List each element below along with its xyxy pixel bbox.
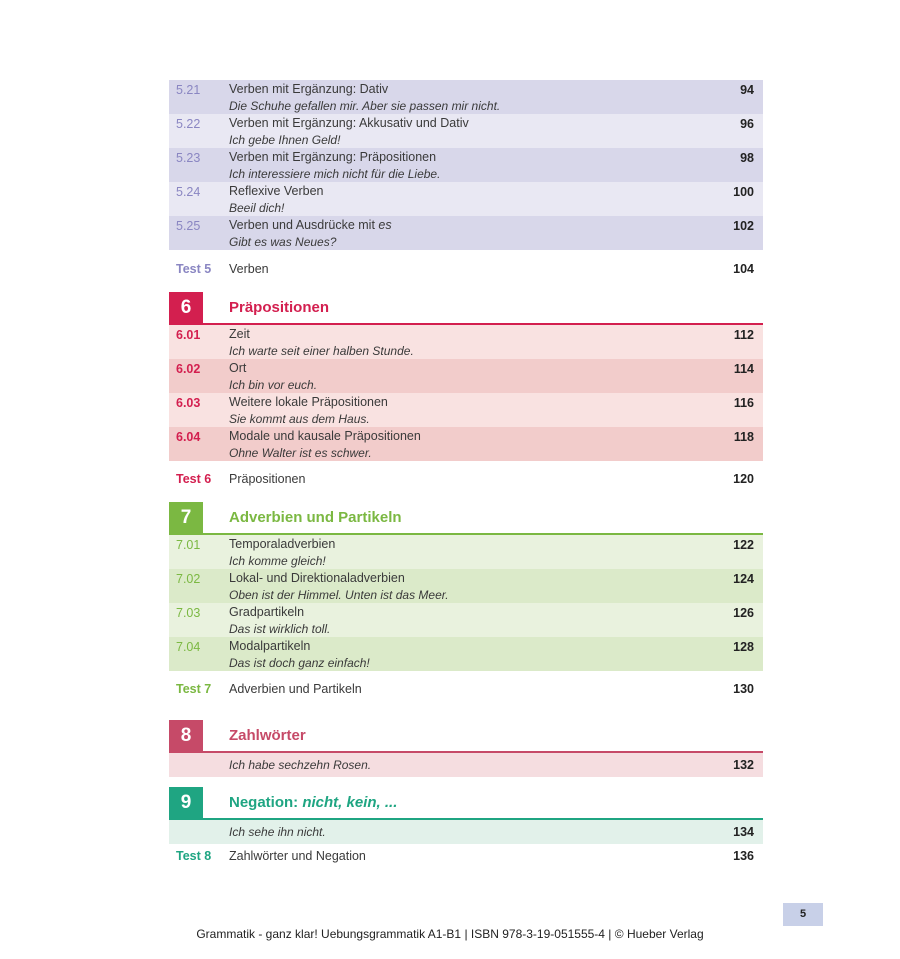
chapter-6-header[interactable]: [169, 292, 763, 325]
entry-page: 102: [733, 219, 754, 233]
chapter-number-badge: 6: [169, 292, 203, 323]
toc-entry-6-04[interactable]: [169, 427, 763, 461]
chapter-title: [229, 794, 397, 811]
entry-title: Gradpartikeln: [229, 605, 305, 619]
entry-title: Verben mit Ergänzung: Präpositionen: [229, 150, 437, 164]
entry-number: 5.21: [176, 83, 201, 97]
toc-test-7[interactable]: [169, 679, 763, 699]
entry-page: 114: [733, 362, 754, 376]
entry-title: Modale und kausale Präpositionen: [229, 429, 421, 443]
toc-test-6[interactable]: [169, 469, 763, 489]
entry-number: 5.22: [176, 117, 201, 131]
footer-citation: Grammatik - ganz klar! Uebungsgrammatik A1-B1 | ISBN 978-3-19-051555-4 | © Hueber Verlag: [196, 927, 704, 941]
entry-title: Verben mit Ergänzung: Akkusativ und Dativ: [229, 116, 469, 130]
entry-number: 6.04: [176, 430, 201, 444]
entry-number: 7.01: [176, 538, 201, 552]
entry-title: Verben mit Ergänzung: Dativ: [229, 82, 389, 96]
entry-example: Ich komme gleich!: [229, 554, 326, 568]
entry-page: 128: [733, 640, 754, 654]
toc-entry-5-22[interactable]: [169, 114, 763, 148]
toc-entry-7-03[interactable]: [169, 603, 763, 637]
test-number: Test 5: [176, 262, 212, 276]
toc-entry-8[interactable]: [169, 753, 763, 777]
entry-page: 126: [733, 606, 754, 620]
entry-page: 132: [733, 758, 754, 772]
test-page: 120: [733, 472, 754, 486]
entry-title-text: Verben und Ausdrücke mit: [229, 218, 375, 232]
entry-title: Reflexive Verben: [229, 184, 324, 198]
entry-page: 100: [733, 185, 754, 199]
entry-number: 7.04: [176, 640, 201, 654]
toc-test-5[interactable]: [169, 259, 763, 279]
test-number: Test 6: [176, 472, 212, 486]
entry-number: 5.25: [176, 219, 201, 233]
entry-page: 96: [740, 117, 754, 131]
test-number: Test 7: [176, 682, 212, 696]
entry-page: 94: [740, 83, 754, 97]
test-title: Adverbien und Partikeln: [229, 682, 362, 696]
chapter-number-badge: 9: [169, 787, 203, 818]
toc-entry-9[interactable]: [169, 820, 763, 844]
entry-page: 118: [733, 430, 754, 444]
entry-example: Das ist wirklich toll.: [229, 622, 331, 636]
entry-number: 6.01: [176, 328, 201, 342]
test-page: 136: [733, 849, 754, 863]
entry-title: [229, 218, 392, 232]
chapter-8-header[interactable]: [169, 720, 763, 753]
test-page: 130: [733, 682, 754, 696]
entry-example: Ohne Walter ist es schwer.: [229, 446, 372, 460]
entry-title: Zeit: [229, 327, 250, 341]
entry-example: Sie kommt aus dem Haus.: [229, 412, 370, 426]
page-number: 5: [783, 903, 823, 926]
test-title: Präpositionen: [229, 472, 306, 486]
toc-entry-7-01[interactable]: [169, 535, 763, 569]
entry-example: Ich warte seit einer halben Stunde.: [229, 344, 414, 358]
chapter-9-header[interactable]: [169, 787, 763, 820]
entry-title: Modalpartikeln: [229, 639, 311, 653]
entry-title: Ort: [229, 361, 247, 375]
entry-number: 6.02: [176, 362, 201, 376]
entry-number: 7.02: [176, 572, 201, 586]
entry-number: 7.03: [176, 606, 201, 620]
entry-example: Ich habe sechzehn Rosen.: [229, 758, 372, 772]
chapter-number-badge: 7: [169, 502, 203, 533]
chapter-7-header[interactable]: [169, 502, 763, 535]
entry-example: Die Schuhe gefallen mir. Aber sie passen mir nicht.: [229, 99, 501, 113]
toc-entry-6-01[interactable]: [169, 325, 763, 359]
test-title: Verben: [229, 262, 269, 276]
toc-entry-6-02[interactable]: [169, 359, 763, 393]
chapter-title: Präpositionen: [229, 299, 330, 316]
chapter-title: Zahlwörter: [229, 727, 306, 744]
toc-entry-6-03[interactable]: [169, 393, 763, 427]
entry-page: 112: [733, 328, 754, 342]
entry-page: 122: [733, 538, 754, 552]
entry-page: 98: [740, 151, 754, 165]
chapter-title: Adverbien und Partikeln: [229, 509, 402, 526]
test-title: Zahlwörter und Negation: [229, 849, 366, 863]
entry-page: 134: [733, 825, 754, 839]
toc-entry-5-24[interactable]: [169, 182, 763, 216]
table-of-contents: [169, 80, 763, 866]
entry-title: Temporaladverbien: [229, 537, 336, 551]
test-page: 104: [733, 262, 754, 276]
chapter-title-text: Negation:: [229, 794, 299, 811]
toc-test-8[interactable]: [169, 846, 763, 866]
entry-example: Oben ist der Himmel. Unten ist das Meer.: [229, 588, 449, 602]
toc-entry-5-25[interactable]: [169, 216, 763, 250]
entry-page: 116: [733, 396, 754, 410]
entry-example: Gibt es was Neues?: [229, 235, 337, 249]
entry-page: 124: [733, 572, 754, 586]
entry-title: Weitere lokale Präpositionen: [229, 395, 388, 409]
chapter-title-emphasis: nicht, kein, ...: [302, 794, 398, 811]
toc-entry-5-21[interactable]: [169, 80, 763, 114]
entry-number: 5.23: [176, 151, 201, 165]
entry-example: Beeil dich!: [229, 201, 285, 215]
entry-title-emphasis: es: [378, 218, 392, 232]
chapter-number-badge: 8: [169, 720, 203, 751]
entry-example: Das ist doch ganz einfach!: [229, 656, 370, 670]
entry-example: Ich bin vor euch.: [229, 378, 318, 392]
entry-number: 6.03: [176, 396, 201, 410]
entry-example: Ich interessiere mich nicht für die Liebe.: [229, 167, 441, 181]
entry-example: Ich sehe ihn nicht.: [229, 825, 326, 839]
toc-entry-7-02[interactable]: [169, 569, 763, 603]
entry-example: Ich gebe Ihnen Geld!: [229, 133, 341, 147]
test-number: Test 8: [176, 849, 212, 863]
entry-number: 5.24: [176, 185, 201, 199]
toc-entry-7-04[interactable]: [169, 637, 763, 671]
toc-entry-5-23[interactable]: [169, 148, 763, 182]
entry-title: Lokal- und Direktionaladverbien: [229, 571, 405, 585]
